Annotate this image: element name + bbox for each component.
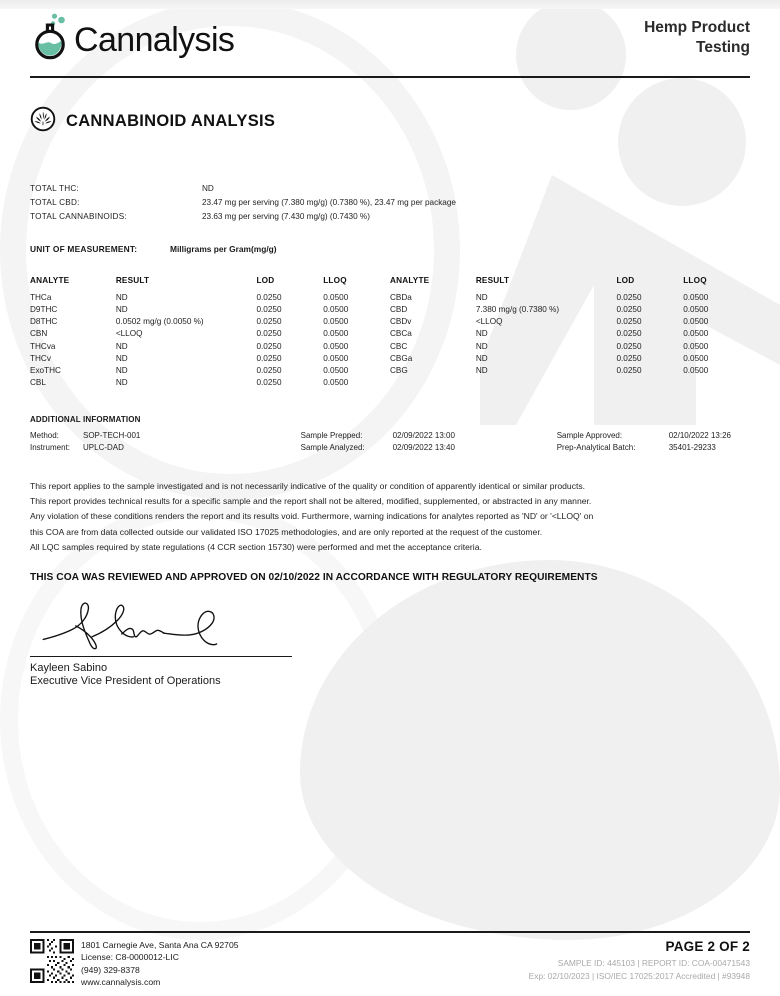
- disclaimer-text: [30, 479, 750, 555]
- cell-result: 7.380 mg/g (0.7380 %): [475, 305, 560, 315]
- cell-result: <LLOQ: [475, 317, 503, 327]
- cell-lod: 0.0250: [616, 329, 642, 339]
- addl-column-method: [30, 431, 301, 452]
- cell-analyte: CBCa: [390, 329, 412, 339]
- table-row: [30, 328, 390, 340]
- unit-of-measurement: [30, 244, 750, 254]
- cell-lloq: 0.0500: [323, 341, 349, 351]
- addl-key: Prep-Analytical Batch:: [556, 442, 636, 452]
- page-header: [30, 0, 750, 67]
- addl-key: Instrument:: [30, 442, 71, 452]
- footer-license: License: C8-0000012-LIC: [81, 952, 179, 963]
- col-header-analyte: ANALYTE: [30, 276, 70, 286]
- table-row: [30, 340, 390, 352]
- signature-line: [30, 656, 292, 657]
- cell-lloq: 0.0500: [323, 353, 349, 363]
- cell-analyte: CBDv: [390, 317, 412, 327]
- analyte-table-right: [390, 276, 750, 389]
- table-row: [390, 291, 750, 303]
- addl-column-approval: [557, 431, 750, 452]
- cell-lod: 0.0250: [256, 329, 282, 339]
- cell-result: ND: [475, 329, 488, 339]
- cell-result: ND: [115, 341, 128, 351]
- total-value: 23.63 mg per serving (7.430 mg/g) (0.7430 %): [202, 212, 370, 222]
- addl-line: [557, 443, 750, 452]
- cell-lloq: 0.0500: [683, 305, 709, 315]
- cell-analyte: D8THC: [30, 317, 58, 327]
- disclaimer-line: This report provides technical results for a specific sample and the report shall not be altered, modified, supplemented, or abstracted in any manner.: [30, 496, 592, 507]
- cell-analyte: D9THC: [30, 305, 58, 315]
- additional-information-grid: [30, 431, 750, 452]
- table-row: [390, 352, 750, 364]
- addl-value: 02/09/2022 13:00: [392, 430, 455, 440]
- header-title-line1: Hemp Product: [644, 19, 750, 36]
- table-row: [390, 328, 750, 340]
- cell-lod: 0.0250: [616, 341, 642, 351]
- total-value: 23.47 mg per serving (7.380 mg/g) (0.7380 %), 23.47 mg per package: [202, 198, 456, 208]
- cell-lod: 0.0250: [616, 366, 642, 376]
- cell-lloq: 0.0500: [683, 292, 709, 302]
- cell-lloq: 0.0500: [323, 292, 349, 302]
- total-value: ND: [202, 184, 214, 193]
- unit-label: UNIT OF MEASUREMENT:: [30, 244, 138, 255]
- additional-information-title: ADDITIONAL INFORMATION: [30, 414, 141, 424]
- cell-analyte: THCva: [30, 341, 56, 351]
- footer-phone: (949) 329-8378: [81, 964, 140, 975]
- analyte-tables: [30, 276, 750, 389]
- cell-lod: 0.0250: [256, 353, 282, 363]
- cell-lloq: 0.0500: [683, 317, 709, 327]
- signature-image: [36, 597, 307, 653]
- footer-address: 1801 Carnegie Ave, Santa Ana CA 92705: [81, 940, 239, 951]
- cell-analyte: ExoTHC: [30, 366, 61, 376]
- cell-lloq: 0.0500: [683, 366, 709, 376]
- col-header-lloq: LLOQ: [323, 276, 347, 286]
- cell-lloq: 0.0500: [683, 329, 709, 339]
- cell-lloq: 0.0500: [323, 329, 349, 339]
- top-edge-strip: [0, 0, 780, 9]
- disclaimer-line: this COA are from data collected outside our validated ISO 17025 methodologies, and are only reported at the request of the customer.: [30, 526, 543, 537]
- footer-meta-line: Exp: 02/10/2023 | ISO/IEC 17025:2017 Accredited | #93948: [528, 970, 750, 981]
- cell-analyte: CBL: [30, 378, 46, 388]
- cell-lod: 0.0250: [256, 292, 282, 302]
- total-row: [30, 196, 750, 210]
- cell-result: ND: [475, 366, 488, 376]
- cell-result: ND: [115, 305, 128, 315]
- disclaimer-line: This report applies to the sample investigated and is not necessarily indicative of the quality or condition of apparently identical or similar products.: [30, 480, 586, 491]
- page-footer: [30, 931, 750, 988]
- cell-lloq: 0.0500: [683, 353, 709, 363]
- unit-value: Milligrams per Gram(mg/g): [170, 244, 277, 255]
- cell-lod: 0.0250: [616, 305, 642, 315]
- addl-value: 02/09/2022 13:40: [392, 442, 455, 452]
- footer-meta-block: [529, 939, 750, 988]
- section-title: CANNABINOID ANALYSIS: [66, 112, 276, 130]
- table-row: [390, 340, 750, 352]
- table-header-row: [30, 276, 390, 291]
- cell-analyte: CBGa: [390, 353, 413, 363]
- cell-lloq: 0.0500: [323, 378, 349, 388]
- cell-analyte: CBN: [30, 329, 48, 339]
- cell-result: ND: [115, 378, 128, 388]
- disclaimer-line: Any violation of these conditions renders the report and its results void. Furthermore, warning indications for analytes reported as 'ND' or '<LLOQ' on: [30, 511, 594, 522]
- cell-analyte: THCv: [30, 353, 51, 363]
- addl-value: 35401-29233: [668, 442, 716, 452]
- cell-analyte: CBC: [390, 341, 408, 351]
- table-row: [390, 316, 750, 328]
- addl-line: [301, 431, 557, 440]
- footer-body: [30, 933, 750, 988]
- table-row: [30, 364, 390, 376]
- addl-value: SOP-TECH-001: [83, 430, 141, 440]
- table-row: [390, 304, 750, 316]
- addl-value: UPLC-DAD: [83, 442, 124, 452]
- table-header-row: [390, 276, 750, 291]
- total-label: TOTAL THC:: [30, 184, 80, 193]
- footer-meta-line: SAMPLE ID: 445103 | REPORT ID: COA-00471543: [557, 958, 750, 969]
- addl-column-sample-times: [301, 431, 557, 452]
- table-row: [30, 377, 390, 389]
- table-row: [30, 352, 390, 364]
- cell-lod: 0.0250: [256, 305, 282, 315]
- col-header-lloq: LLOQ: [683, 276, 707, 286]
- cell-lod: 0.0250: [256, 341, 282, 351]
- cell-lod: 0.0250: [256, 317, 282, 327]
- addl-line: [30, 443, 301, 452]
- addl-line: [30, 431, 301, 440]
- addl-line: [301, 443, 557, 452]
- addl-line: [557, 431, 750, 440]
- footer-website[interactable]: www.cannalysis.com: [81, 976, 161, 987]
- total-row: [30, 182, 750, 196]
- brand-name: Cannalysis: [74, 20, 235, 59]
- cell-lloq: 0.0500: [683, 341, 709, 351]
- table-row: [30, 291, 390, 303]
- cell-lod: 0.0250: [256, 378, 282, 388]
- cell-result: 0.0502 mg/g (0.0050 %): [115, 317, 204, 327]
- cell-lloq: 0.0500: [323, 305, 349, 315]
- cannabis-leaf-icon: [30, 106, 56, 137]
- brand-lockup: [30, 12, 234, 67]
- cell-analyte: THCa: [30, 292, 52, 302]
- cell-result: ND: [115, 353, 128, 363]
- approval-statement: THIS COA WAS REVIEWED AND APPROVED ON 02/10/2022 IN ACCORDANCE WITH REGULATORY REQUIREMENTS: [30, 572, 598, 584]
- cell-result: ND: [475, 341, 488, 351]
- cell-result: ND: [115, 366, 128, 376]
- total-row: [30, 210, 750, 224]
- header-divider: [30, 76, 750, 78]
- addl-key: Method:: [30, 430, 59, 440]
- col-header-result: RESULT: [475, 276, 510, 286]
- cell-lod: 0.0250: [616, 317, 642, 327]
- table-row: [390, 364, 750, 376]
- addl-key: Sample Approved:: [556, 430, 623, 440]
- col-header-lod: LOD: [616, 276, 635, 286]
- cell-result: ND: [475, 292, 488, 302]
- signer-title: Executive Vice President of Operations: [30, 675, 221, 688]
- qr-code-icon[interactable]: [30, 939, 74, 983]
- header-title-line2: Testing: [696, 39, 750, 57]
- footer-address-block: [81, 939, 239, 988]
- footer-contact: [30, 939, 239, 988]
- cell-analyte: CBDa: [390, 292, 412, 302]
- cell-lod: 0.0250: [616, 292, 642, 302]
- addl-key: Sample Analyzed:: [300, 442, 365, 452]
- cell-analyte: CBD: [390, 305, 408, 315]
- analyte-table-left: [30, 276, 390, 389]
- flask-icon: [30, 12, 70, 67]
- table-row: [30, 316, 390, 328]
- cell-lloq: 0.0500: [323, 317, 349, 327]
- cell-result: <LLOQ: [115, 329, 143, 339]
- signer-name: Kayleen Sabino: [30, 662, 108, 675]
- cell-result: ND: [475, 353, 488, 363]
- table-row: [30, 304, 390, 316]
- cell-lod: 0.0250: [256, 366, 282, 376]
- page-number: PAGE 2 OF 2: [665, 939, 750, 955]
- col-header-analyte: ANALYTE: [390, 276, 430, 286]
- addl-value: 02/10/2022 13:26: [668, 430, 731, 440]
- col-header-lod: LOD: [256, 276, 275, 286]
- total-label: TOTAL CBD:: [30, 198, 80, 208]
- addl-key: Sample Prepped:: [300, 430, 363, 440]
- totals-summary: [30, 182, 750, 224]
- cell-lloq: 0.0500: [323, 366, 349, 376]
- total-label: TOTAL CANNABINOIDS:: [30, 212, 127, 222]
- header-title: [644, 12, 750, 59]
- footer-meta: [529, 957, 750, 982]
- col-header-result: RESULT: [115, 276, 150, 286]
- section-header: [30, 106, 750, 137]
- disclaimer-line: All LQC samples required by state regulations (4 CCR section 15730) were performed and met the acceptance criteria.: [30, 542, 482, 553]
- cell-lod: 0.0250: [616, 353, 642, 363]
- cell-analyte: CBG: [390, 366, 408, 376]
- cell-result: ND: [115, 292, 128, 302]
- signature-block: [30, 597, 750, 687]
